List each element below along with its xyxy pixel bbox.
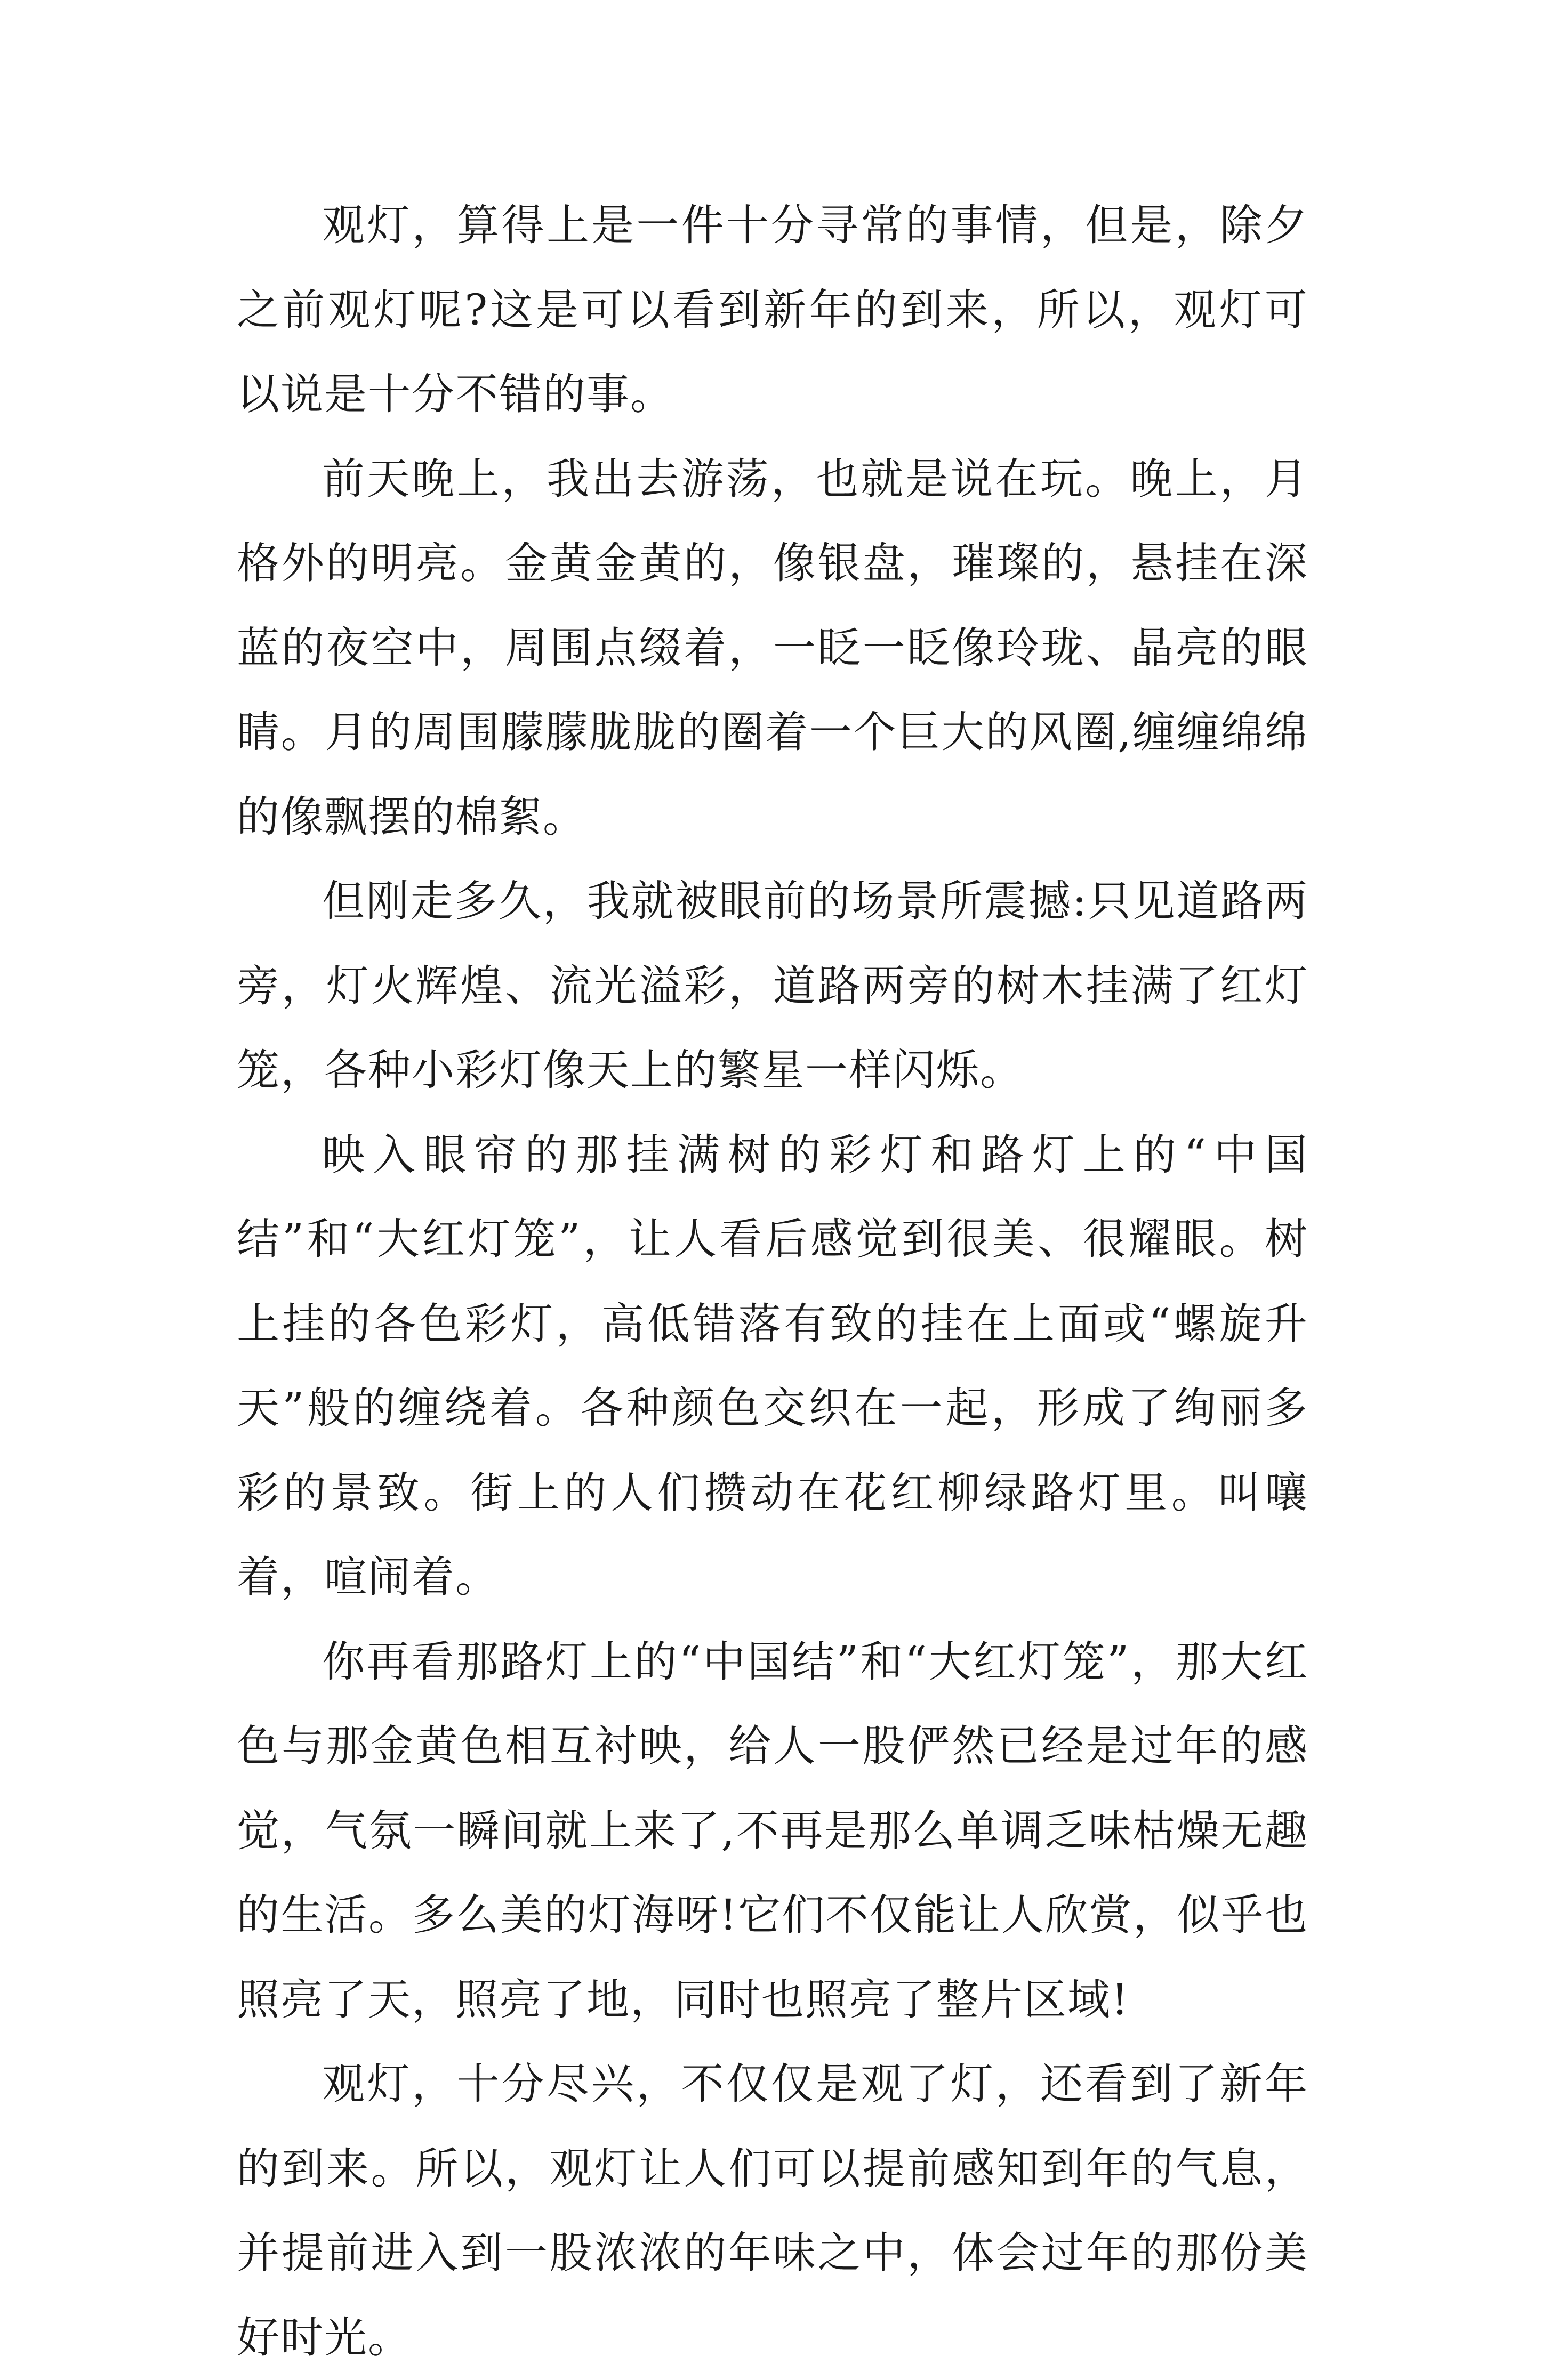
paragraph-4: 映入眼帘的那挂满树的彩灯和路灯上的“中国结”和“大红灯笼”，让人看后感觉到很美、很耀眼。树上挂的各色彩灯，高低错落有致的挂在上面或“螺旋升天”般的缠绕着。各种颜色交织在一起，形成了绚丽多彩的景致。街上的人们攒动在花红柳绿路灯里。叫嚷着，喧闹着。 <box>237 1130 1308 1602</box>
essay-body <box>237 183 1308 2380</box>
paragraph-1: 观灯，算得上是一件十分寻常的事情，但是，除夕之前观灯呢?这是可以看到新年的到来，所以，观灯可以说是十分不错的事。 <box>237 200 1308 419</box>
paragraph-3: 但刚走多久，我就被眼前的场景所震撼:只见道路两旁，灯火辉煌、流光溢彩，道路两旁的树木挂满了红灯笼，各种小彩灯像天上的繁星一样闪烁。 <box>237 876 1308 1095</box>
paragraph-5: 你再看那路灯上的“中国结”和“大红灯笼”，那大红色与那金黄色相互衬映，给人一股俨然已经是过年的感觉，气氛一瞬间就上来了,不再是那么单调乏味枯燥无趣的生活。多么美的灯海呀!它们不仅能让人欣赏，似乎也照亮了天，照亮了地，同时也照亮了整片区域! <box>237 1636 1308 2024</box>
paragraph-6: 观灯，十分尽兴，不仅仅是观了灯，还看到了新年的到来。所以，观灯让人们可以提前感知到年的气息，并提前进入到一股浓浓的年味之中，体会过年的那份美好时光。 <box>237 2059 1308 2362</box>
paragraph-2: 前天晚上，我出去游荡，也就是说在玩。晚上，月格外的明亮。金黄金黄的，像银盘，璀璨的，悬挂在深蓝的夜空中，周围点缀着，一眨一眨像玲珑、晶亮的眼睛。月的周围朦朦胧胧的圈着一个巨大的风圈,缠缠绵绵的像飘摆的棉絮。 <box>237 454 1308 842</box>
